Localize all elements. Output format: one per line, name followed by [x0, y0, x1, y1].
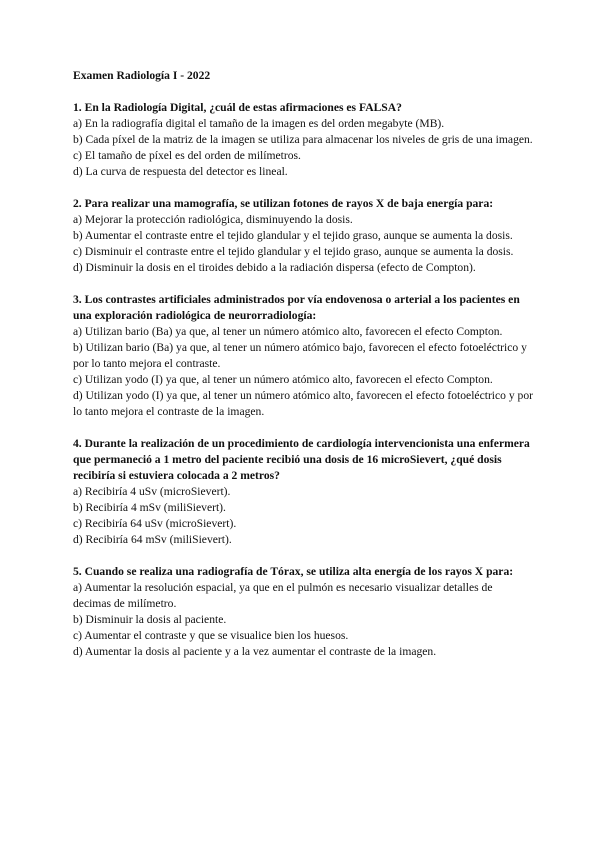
- answer-option-a: a) Aumentar la resolución espacial, ya que en el pulmón es necesario visualizar detalles de decimas de milímetro.: [73, 581, 493, 610]
- question-text: 3. Los contrastes artificiales administrados por vía endovenosa o arterial a los pacientes en una exploración radiológica de neurorradiología:: [73, 293, 520, 322]
- answer-option-d: d) Aumentar la dosis al paciente y a la vez aumentar el contraste de la imagen.: [73, 645, 437, 658]
- answer-option-b: b) Recibiría 4 mSv (miliSievert).: [73, 501, 226, 514]
- answer-option-a: a) En la radiografía digital el tamaño de la imagen es del orden megabyte (MB).: [73, 117, 445, 130]
- answer-option-c: c) Utilizan yodo (I) ya que, al tener un número atómico alto, favorecen el efecto Compton.: [73, 373, 493, 386]
- answer-option-a: a) Utilizan bario (Ba) ya que, al tener un número atómico alto, favorecen el efecto Compton.: [73, 325, 503, 338]
- question-text: 2. Para realizar una mamografía, se utilizan fotones de rayos X de baja energía para:: [73, 197, 494, 210]
- answer-option-d: d) Recibiría 64 mSv (miliSievert).: [73, 533, 232, 546]
- answer-option-c: c) Recibiría 64 uSv (microSievert).: [73, 517, 237, 530]
- answer-option-d: d) Disminuir la dosis en el tiroides debido a la radiación dispersa (efecto de Compton).: [73, 261, 476, 274]
- question-text: 5. Cuando se realiza una radiografía de Tórax, se utiliza alta energía de los rayos X para:: [73, 565, 514, 578]
- answer-option-a: a) Mejorar la protección radiológica, disminuyendo la dosis.: [73, 213, 353, 226]
- question-5: [73, 564, 533, 660]
- question-1: [73, 100, 533, 180]
- answer-option-b: b) Cada píxel de la matriz de la imagen se utiliza para almacenar los niveles de gris de una imagen.: [73, 133, 533, 146]
- answer-option-d: d) Utilizan yodo (I) ya que, al tener un número atómico alto, favorecen el efecto fotoeléctrico y por lo tanto mejora el contraste de la imagen.: [73, 389, 534, 418]
- question-2: [73, 196, 533, 276]
- answer-option-b: b) Aumentar el contraste entre el tejido glandular y el tejido graso, aunque se aumenta la dosis.: [73, 229, 513, 242]
- answer-option-a: a) Recibiría 4 uSv (microSievert).: [73, 485, 231, 498]
- answer-option-c: c) El tamaño de píxel es del orden de milímetros.: [73, 149, 301, 162]
- question-4: [73, 436, 533, 548]
- document-page: [73, 68, 533, 676]
- answer-option-c: c) Disminuir el contraste entre el tejido glandular y el tejido graso, aunque se aumenta la dosis.: [73, 245, 514, 258]
- answer-option-b: b) Utilizan bario (Ba) ya que, al tener un número atómico bajo, favorecen el efecto fotoeléctrico y por lo tanto mejora el contraste.: [73, 341, 527, 370]
- question-text: 4. Durante la realización de un procedimiento de cardiología intervencionista una enfermera que permaneció a 1 metro del paciente recibió una dosis de 16 microSievert, ¿qué dosis recibiría si estuviera colocada a 2 metros?: [73, 437, 530, 482]
- answer-option-d: d) La curva de respuesta del detector es lineal.: [73, 165, 288, 178]
- question-3: [73, 292, 533, 420]
- answer-option-b: b) Disminuir la dosis al paciente.: [73, 613, 227, 626]
- document-title: Examen Radiología I - 2022: [73, 69, 211, 82]
- question-text: 1. En la Radiología Digital, ¿cuál de estas afirmaciones es FALSA?: [73, 101, 402, 114]
- answer-option-c: c) Aumentar el contraste y que se visualice bien los huesos.: [73, 629, 349, 642]
